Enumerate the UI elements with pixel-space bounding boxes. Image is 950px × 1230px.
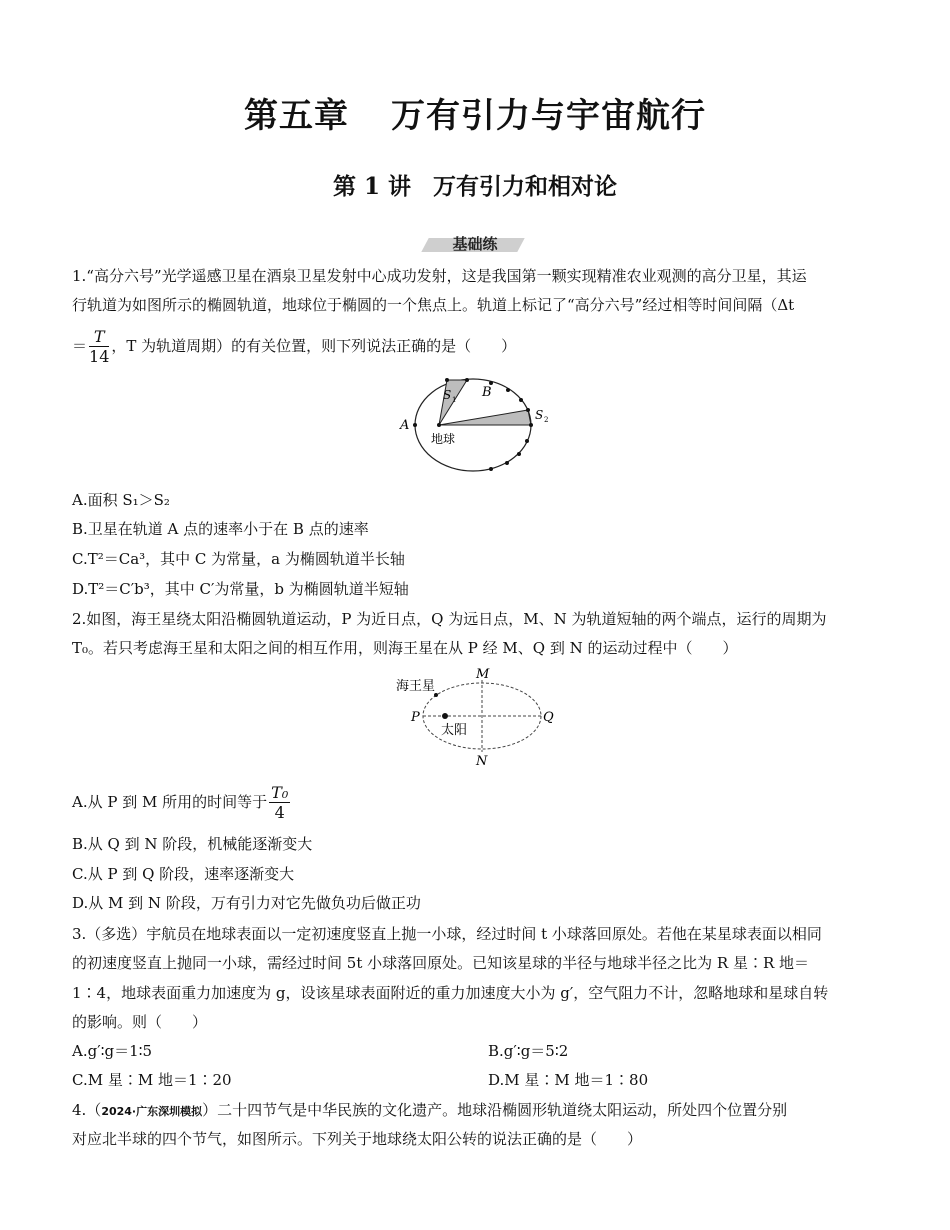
q1-label-a: A bbox=[400, 418, 410, 433]
q1-line-2: 行轨道为如图所示的椭圆轨道，地球位于椭圆的一个焦点上。轨道上标记了“高分六号”经过相等时间间隔（Δt bbox=[72, 296, 795, 314]
q2-option-a bbox=[72, 780, 292, 824]
chapter-name: 万有引力与宇宙航行 bbox=[391, 96, 706, 136]
q1-line-1: 1.“高分六号”光学遥感卫星在酒泉卫星发射中心成功发射，这是我国第一颗实现精准农业观测的高分卫星，其运 bbox=[72, 267, 807, 285]
q2-label-n: N bbox=[476, 754, 488, 769]
q1-option-a: A.面积 S₁＞S₂ bbox=[72, 491, 170, 509]
q3-line-1: 3.（多选）宇航员在地球表面以一定初速度竖直上抛一小球，经过时间 t 小球落回原处。若他在某星球表面以相同 bbox=[72, 925, 822, 943]
q1-label-s1: S bbox=[443, 388, 452, 402]
section-label: 基础练 bbox=[452, 235, 498, 253]
q1-area-s2 bbox=[439, 410, 531, 425]
q2-line-1: 2.如图，海王星绕太阳沿椭圆轨道运动，P 为近日点，Q 为远日点，M、N 为轨道短轴的两个端点，运行的周期为 bbox=[72, 610, 827, 628]
q1-label-s2-sub: 2 bbox=[544, 416, 549, 424]
q2-option-a-fraction bbox=[269, 784, 290, 823]
q1-fraction-denominator: 14 bbox=[89, 346, 110, 366]
lesson-number: 第 1 讲 bbox=[332, 173, 412, 200]
q2-option-b: B.从 Q 到 N 阶段，机械能逐渐变大 bbox=[72, 835, 313, 853]
q2-option-c: C.从 P 到 Q 阶段，速率逐渐变大 bbox=[72, 865, 295, 883]
q1-line-3 bbox=[72, 325, 516, 367]
q1-equals: ＝ bbox=[72, 337, 88, 355]
q2-option-d: D.从 M 到 N 阶段，万有引力对它先做负功后做正功 bbox=[72, 894, 421, 912]
q1-line-3-text: ，T 为轨道周期）的有关位置，则下列说法正确的是（ ） bbox=[111, 337, 517, 355]
lesson-title bbox=[0, 168, 950, 201]
q2-label-m: M bbox=[476, 667, 490, 682]
q4-line-2: 对应北半球的四个节气，如图所示。下列关于地球绕太阳公转的说法正确的是（ ） bbox=[72, 1130, 643, 1148]
q3-option-b: B.g′∶g＝5∶2 bbox=[488, 1042, 569, 1060]
q2-label-q: Q bbox=[543, 710, 554, 725]
q4-prefix: 4.（ bbox=[72, 1101, 102, 1119]
q3-line-3: 1∶4，地球表面重力加速度为 g，设该星球表面附近的重力加速度大小为 g′，空气阻力不计，忽略地球和星球自转 bbox=[72, 984, 829, 1002]
q1-label-earth: 地球 bbox=[431, 432, 456, 446]
q2-label-neptune: 海王星 bbox=[396, 679, 436, 694]
chapter-title bbox=[0, 88, 950, 137]
q2-orbit-figure bbox=[390, 665, 565, 770]
lesson-name: 万有引力和相对论 bbox=[433, 173, 618, 200]
q4-source-tag: 2024·广东深圳模拟 bbox=[101, 1105, 203, 1118]
q1-label-s2: S bbox=[535, 408, 544, 422]
q1-option-d: D.T²＝C′b³，其中 C′为常量，b 为椭圆轨道半短轴 bbox=[72, 580, 409, 598]
q3-option-d: D.M 星∶M 地＝1∶80 bbox=[488, 1071, 649, 1089]
q1-label-b: B bbox=[482, 385, 492, 400]
q1-fraction-numerator: T bbox=[89, 328, 109, 347]
q2-option-a-numerator: T₀ bbox=[271, 782, 289, 802]
q3-line-2: 的初速度竖直上抛同一小球，需经过时间 5t 小球落回原处。已知该星球的半径与地球半径之比为 R 星∶R 地＝ bbox=[72, 954, 810, 972]
q4-line-1-text: ）二十四节气是中华民族的文化遗产。地球沿椭圆形轨道绕太阳运动，所处四个位置分别 bbox=[202, 1101, 788, 1119]
q1-label-s1-sub: 1 bbox=[452, 396, 457, 404]
section-badge bbox=[425, 232, 525, 256]
q1-fraction bbox=[89, 328, 109, 367]
q1-orbit-figure bbox=[395, 375, 560, 480]
q1-earth-dot bbox=[437, 423, 441, 427]
q3-line-4: 的影响。则（ ） bbox=[72, 1013, 208, 1031]
q3-option-a: A.g′∶g＝1∶5 bbox=[72, 1042, 153, 1060]
chapter-number: 第五章 bbox=[244, 96, 349, 136]
q2-option-a-denominator: 4 bbox=[274, 802, 285, 822]
q2-label-sun: 太阳 bbox=[441, 723, 468, 738]
q2-sun-dot bbox=[442, 713, 448, 719]
q4-line-1 bbox=[72, 1100, 787, 1122]
q2-line-2: T₀。若只考虑海王星和太阳之间的相互作用，则海王星在从 P 经 M、Q 到 N 的运动过程中（ ） bbox=[72, 639, 738, 657]
q2-label-p: P bbox=[411, 710, 420, 725]
q2-option-a-text: A.从 P 到 M 所用的时间等于 bbox=[72, 793, 268, 811]
q1-option-c: C.T²＝Ca³，其中 C 为常量，a 为椭圆轨道半长轴 bbox=[72, 550, 405, 568]
q3-option-c: C.M 星∶M 地＝1∶20 bbox=[72, 1071, 232, 1089]
q1-option-b: B.卫星在轨道 A 点的速率小于在 B 点的速率 bbox=[72, 520, 369, 538]
